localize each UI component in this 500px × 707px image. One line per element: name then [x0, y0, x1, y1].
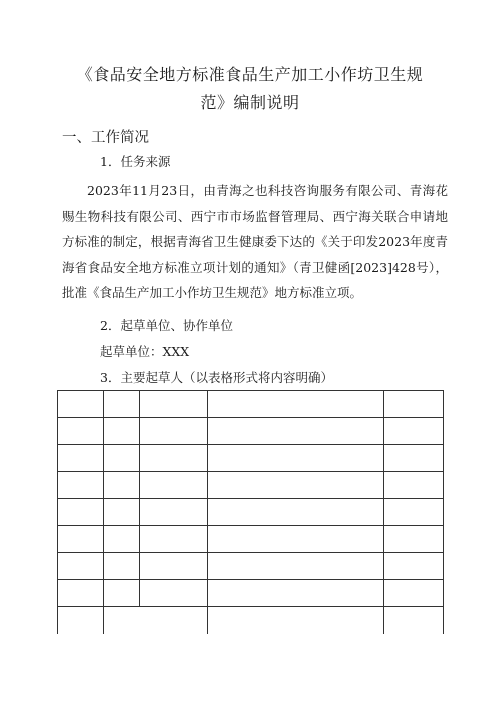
table-row	[58, 391, 444, 418]
table-row	[58, 418, 444, 445]
table-cell	[384, 553, 444, 580]
table-cell	[208, 445, 384, 472]
table-cell	[208, 499, 384, 526]
table-cell	[384, 526, 444, 553]
table-cell	[140, 391, 208, 418]
table-cell	[384, 472, 444, 499]
item1-heading: 1．任务来源	[100, 154, 171, 169]
item1-body: 2023年11月23日，由青海之也科技咨询服务有限公司、青海花赐生物科技有限公司、西宁市市场监督管理局、西宁海关联合申请地方标准的制定，根据青海省卫生健康委下达的《关于印发2023年度青海省食品安全地方标准立项计划的通知》（青卫健函[2023]428号），批准《食品生产加工小作坊卫生规范》地方标准立项。	[62, 183, 448, 300]
table-cell	[58, 499, 104, 526]
item2-heading: 2．起草单位、协作单位	[100, 318, 233, 333]
table-cell	[104, 418, 140, 445]
table-cell	[104, 580, 140, 607]
table-cell	[208, 472, 384, 499]
table-cell	[208, 391, 384, 418]
table-cell	[140, 418, 208, 445]
item3-heading: 3．主要起草人（以表格形式将内容明确）	[100, 370, 333, 385]
table-cell	[104, 391, 140, 418]
table-cell	[104, 445, 140, 472]
table-row	[58, 580, 444, 607]
table-cell	[384, 580, 444, 607]
table-cell	[208, 580, 384, 607]
table-cell	[104, 499, 140, 526]
table-continuation	[57, 606, 443, 634]
table-cell	[58, 580, 104, 607]
section-heading: 一、工作简况	[62, 130, 149, 146]
table-row	[58, 499, 444, 526]
table-cell	[140, 445, 208, 472]
table-cell	[140, 553, 208, 580]
table-cell	[384, 391, 444, 418]
drafter-unit: 起草单位：XXX	[100, 344, 190, 359]
table-cell	[384, 445, 444, 472]
table-cell	[104, 472, 140, 499]
table-cell	[58, 526, 104, 553]
document-title-line1: 《食品安全地方标准食品生产加工小作坊卫生规	[76, 65, 424, 84]
table-cell	[140, 499, 208, 526]
table-cell	[208, 526, 384, 553]
table-cell	[208, 553, 384, 580]
table-row	[58, 445, 444, 472]
table-cell	[208, 418, 384, 445]
table-cell	[58, 553, 104, 580]
table-cell	[104, 526, 140, 553]
table-row	[58, 526, 444, 553]
table-cell	[384, 418, 444, 445]
table-cell	[140, 526, 208, 553]
table-cell	[58, 445, 104, 472]
table-cell	[384, 499, 444, 526]
table-cell	[104, 553, 140, 580]
table-cell	[140, 580, 208, 607]
table-cell	[58, 472, 104, 499]
table-row	[58, 472, 444, 499]
table-cell	[140, 472, 208, 499]
table-row	[58, 553, 444, 580]
table-cell	[58, 391, 104, 418]
document-title-line2: 范》编制说明	[200, 93, 300, 112]
drafter-table	[57, 390, 444, 607]
table-cell	[58, 418, 104, 445]
